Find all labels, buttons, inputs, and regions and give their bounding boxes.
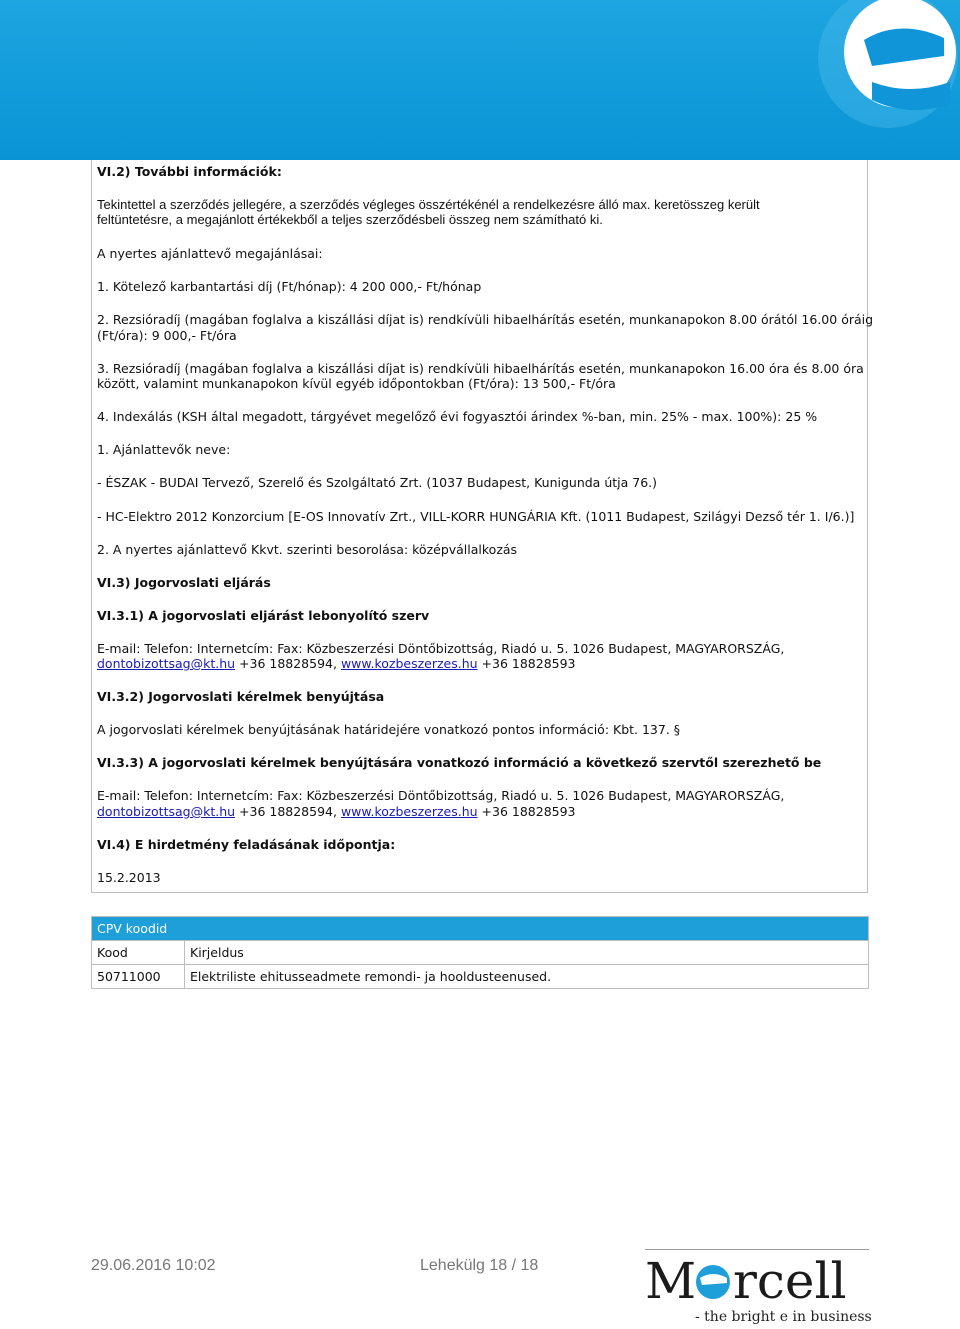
svg-text:rcell: rcell [733,1252,847,1310]
cpv-code-cell: 50711000 [92,965,185,989]
paragraph-line: 2. A nyertes ajánlattevő Kkvt. szerinti besorolása: középvállalkozás [97,542,518,557]
paragraph-line: 4. Indexálás (KSH által megadott, tárgyévet megelőző évi fogyasztói árindex %-ban, min. 25% - max. 100%): 25 % [97,409,818,424]
footer-date: 29.06.2016 10:02 [91,1257,216,1274]
paragraph-line: feltüntetésre, a megajánlott értékekből a teljes szerződésbeli összeg nem számítható ki. [97,212,603,227]
section-heading-vi4: VI.4) E hirdetmény feladásának időpontja: [97,837,396,852]
fax-text: +36 18828593 [477,804,576,819]
paragraph-line: A jogorvoslati kérelmek benyújtásának határidejére vonatkozó pontos információ: Kbt. 137. § [97,722,681,737]
paragraph-line: 2. Rezsióradíj (magában foglalva a kiszállási díjat is) rendkívüli hibaelhárítás esetén, munkanapokon 8.00 órától 16.00 óráig [97,312,874,327]
contact-line [97,804,576,820]
column-header-description: Kirjeldus [185,941,869,965]
phone-text: +36 18828594, [235,656,341,671]
section-heading-vi2: VI.2) További információk: [97,164,282,179]
svg-text:M: M [645,1252,697,1310]
cpv-description-cell: Elektriliste ehitusseadmete remondi- ja hooldusteenused. [185,965,869,989]
paragraph-line: E-mail: Telefon: Internetcím: Fax: Közbeszerzési Döntőbizottság, Riadó u. 5. 1026 Budapest, MAGYARORSZÁG, [97,788,785,803]
paragraph-line: 1. Kötelező karbantartási díj (Ft/hónap): 4 200 000,- Ft/hónap [97,279,482,294]
paragraph-line: (Ft/óra): 9 000,- Ft/óra [97,328,237,343]
paragraph-line: A nyertes ajánlattevő megajánlásai: [97,246,323,261]
contact-line [97,656,576,672]
phone-text: +36 18828594, [235,804,341,819]
email-link[interactable]: dontobizottsag@kt.hu [97,656,236,671]
fax-text: +36 18828593 [477,656,576,671]
info-section-box [91,160,868,893]
paragraph-line: 3. Rezsióradíj (magában foglalva a kiszállási díjat is) rendkívüli hibaelhárítás esetén, munkanapokon 16.00 óra és 8.00 óra [97,361,864,376]
paragraph-line: 1. Ajánlattevők neve: [97,442,231,457]
paragraph-line: Tekintettel a szerződés jellegére, a szerződés végleges összértékénél a rendelkezésre álló max. keretösszeg került [97,197,760,212]
paragraph-line: között, valamint munkanapokon kívül egyéb időpontokban (Ft/óra): 13 500,- Ft/óra [97,376,616,391]
website-link[interactable]: www.kozbeszerzes.hu [340,804,478,819]
cpv-table-title: CPV koodid [92,917,869,941]
section-heading-vi33: VI.3.3) A jogorvoslati kérelmek benyújtására vonatkozó információ a következő szervtől szerezhető be [97,755,822,770]
e-logo-icon [760,0,960,130]
header-banner [0,0,960,160]
cpv-table [91,916,869,989]
paragraph-line: - ÉSZAK - BUDAI Tervező, Szerelő és Szolgáltató Zrt. (1037 Budapest, Kunigunda útja 76.) [97,475,658,490]
cpv-table-title-row [92,917,869,941]
section-heading-vi31: VI.3.1) A jogorvoslati eljárást lebonyolító szerv [97,608,430,623]
footer-divider [645,1249,869,1250]
website-link[interactable]: www.kozbeszerzes.hu [340,656,478,671]
paragraph-line: - HC-Elektro 2012 Konzorcium [E-OS Innovatív Zrt., VILL-KORR HUNGÁRIA Kft. (1011 Budapest, Szilágyi Dezső tér 1. I/6.)] [97,509,855,524]
table-row [92,965,869,989]
cpv-table-header-row [92,941,869,965]
email-link[interactable]: dontobizottsag@kt.hu [97,804,236,819]
column-header-code: Kood [92,941,185,965]
footer-page-number: Lehekülg 18 / 18 [420,1257,539,1274]
section-heading-vi32: VI.3.2) Jogorvoslati kérelmek benyújtása [97,689,385,704]
mercell-logo [645,1252,872,1329]
paragraph-line: E-mail: Telefon: Internetcím: Fax: Közbeszerzési Döntőbizottság, Riadó u. 5. 1026 Budapest, MAGYARORSZÁG, [97,641,785,656]
brand-tagline: - the bright e in business [695,1309,872,1325]
section-heading-vi3: VI.3) Jogorvoslati eljárás [97,575,271,590]
publication-date: 15.2.2013 [97,870,161,885]
